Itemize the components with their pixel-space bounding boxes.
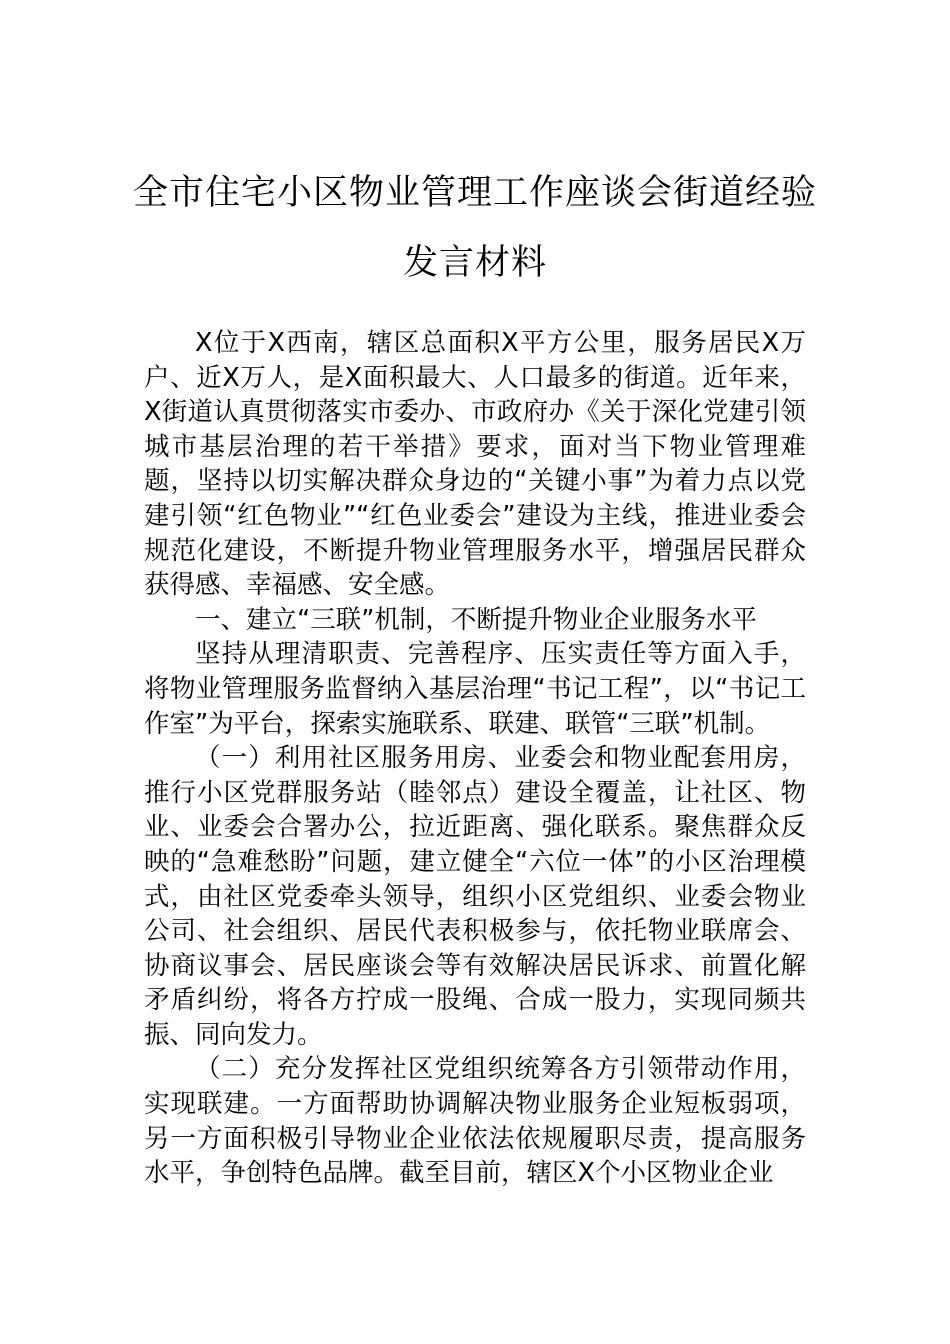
section-heading-1: 一、建立“三联”机制，不断提升物业企业服务水平: [195, 604, 757, 635]
document-body: [144, 326, 806, 1191]
paragraph-item-1: （一）利用社区服务用房、业委会和物业配套用房，推行小区党群服务站（睦邻点）建设全覆盖，让社区、物业、业委会合署办公，拉近距离、强化联系。聚焦群众反映的“急难愁盼”问题，建立健全“六位一体”的小区治理模式，由社区党委牵头领导，组织小区党组织、业委会物业公司、社会组织、居民代表积极参与，依托物业联席会、协商议事会、居民座谈会等有效解决居民诉求、前置化解矛盾纠纷，将各方拧成一股绳、合成一股力，实现同频共振、同向发力。: [144, 743, 806, 1050]
document-title: 全市住宅小区物业管理工作座谈会街道经验发言材料: [132, 173, 817, 283]
paragraph-intro: X位于X西南，辖区总面积X平方公里，服务居民X万户、近X万人，是X面积最大、人口最多的街道。近年来，X街道认真贯彻落实市委办、市政府办《关于深化党建引领城市基层治理的若干举措》要求，面对当下物业管理难题，坚持以切实解决群众身边的“关键小事”为着力点以党建引领“红色物业”“红色业委会”建设为主线，推进业委会规范化建设，不断提升物业管理服务水平，增强居民群众获得感、幸福感、安全感。: [144, 328, 806, 601]
paragraph-section-1: 坚持从理清职责、完善程序、压实责任等方面入手，将物业管理服务监督纳入基层治理“书记工程”，以“书记工作室”为平台，探索实施联系、联建、联管“三联”机制。: [144, 639, 806, 739]
paragraph-item-2: （二）充分发挥社区党组织统筹各方引领带动作用，实现联建。一方面帮助协调解决物业服务企业短板弱项，另一方面积极引导物业企业依法依规履职尽责，提高服务水平，争创特色品牌。截至目前，辖区X个小区物业企业: [144, 1054, 806, 1189]
